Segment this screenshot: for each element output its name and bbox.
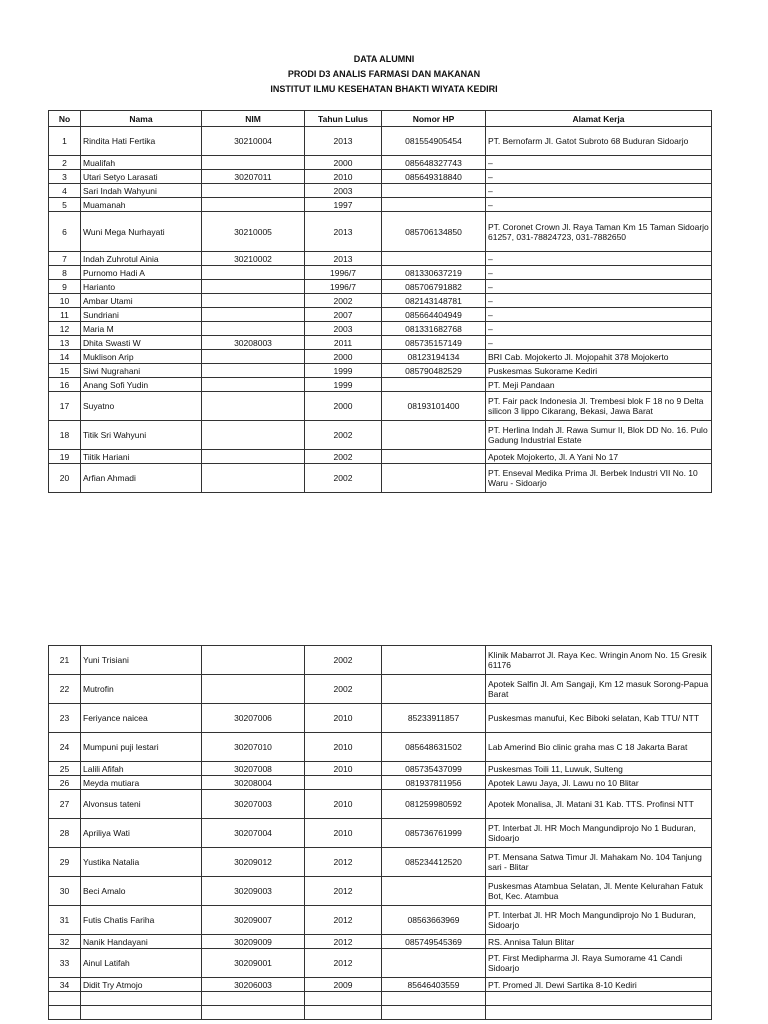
cell-nim (202, 350, 305, 364)
table-row (49, 350, 712, 364)
cell-nim: 30209009 (202, 935, 305, 949)
cell-no: 11 (49, 308, 81, 322)
cell-hp (382, 675, 486, 704)
cell-nama: Titik Sri Wahyuni (81, 421, 202, 450)
cell-nama: Futis Chatis Fariha (81, 906, 202, 935)
table-header-row (49, 111, 712, 127)
cell-nim (202, 421, 305, 450)
table-row (49, 156, 712, 170)
cell-nim: 30209001 (202, 949, 305, 978)
cell-nim: 30207010 (202, 733, 305, 762)
cell-nama: Maria M (81, 322, 202, 336)
cell-hp: 85233911857 (382, 704, 486, 733)
cell-nama: Utari Setyo Larasati (81, 170, 202, 184)
cell-nama: Beci Amalo (81, 877, 202, 906)
cell-hp (382, 646, 486, 675)
cell-nama: Meyda mutiara (81, 776, 202, 790)
cell-alamat: Puskesmas Atambua Selatan, Jl. Mente Kelurahan Fatuk Bot, Kec. Atambua (486, 877, 712, 906)
cell-alamat: – (486, 294, 712, 308)
table-row (49, 704, 712, 733)
table-row (49, 127, 712, 156)
table-row (49, 935, 712, 949)
cell-alamat: – (486, 266, 712, 280)
table-row (49, 776, 712, 790)
cell-alamat: PT. Enseval Medika Prima Jl. Berbek Industri VII No. 10 Waru - Sidoarjo (486, 464, 712, 493)
table-row (49, 184, 712, 198)
cell-nama: Ainul Latifah (81, 949, 202, 978)
table-row (49, 212, 712, 252)
cell-hp: 085706791882 (382, 280, 486, 294)
cell-nama: Muklison Arip (81, 350, 202, 364)
cell-no: 22 (49, 675, 81, 704)
cell-alamat (486, 1006, 712, 1020)
cell-alamat: – (486, 184, 712, 198)
cell-no: 26 (49, 776, 81, 790)
cell-no: 19 (49, 450, 81, 464)
cell-nim (202, 322, 305, 336)
cell-hp: 085790482529 (382, 364, 486, 378)
cell-nim (202, 364, 305, 378)
cell-no: 9 (49, 280, 81, 294)
cell-no: 33 (49, 949, 81, 978)
doc-subtitle-institute: INSTITUT ILMU KESEHATAN BHAKTI WIYATA KEDIRI (270, 84, 498, 94)
cell-nim (202, 198, 305, 212)
table-row (49, 322, 712, 336)
cell-alamat: PT. Interbat Jl. HR Moch Mangundiprojo No 1 Buduran, Sidoarjo (486, 906, 712, 935)
cell-tahun: 2010 (305, 733, 382, 762)
cell-hp (382, 450, 486, 464)
cell-no: 27 (49, 790, 81, 819)
cell-hp: 085749545369 (382, 935, 486, 949)
cell-hp (382, 421, 486, 450)
cell-hp: 085706134850 (382, 212, 486, 252)
cell-nama: Ambar Utami (81, 294, 202, 308)
cell-hp: 08563663969 (382, 906, 486, 935)
cell-nama: Yustika Natalia (81, 848, 202, 877)
table-row (49, 790, 712, 819)
alumni-table-page-2 (48, 645, 712, 1020)
cell-tahun: 2012 (305, 906, 382, 935)
cell-nim: 30209003 (202, 877, 305, 906)
cell-alamat: PT. Mensana Satwa Timur Jl. Mahakam No. 104 Tanjung sari - Blitar (486, 848, 712, 877)
table-row (49, 198, 712, 212)
cell-tahun: 1999 (305, 378, 382, 392)
cell-nama: Indah Zuhrotul Ainia (81, 252, 202, 266)
cell-nama: Alvonsus tateni (81, 790, 202, 819)
cell-tahun: 2012 (305, 877, 382, 906)
cell-tahun: 2013 (305, 252, 382, 266)
table-row (49, 252, 712, 266)
cell-tahun: 2012 (305, 949, 382, 978)
cell-no: 3 (49, 170, 81, 184)
cell-nim (202, 378, 305, 392)
cell-alamat: Puskesmas Toili 11, Luwuk, Sulteng (486, 762, 712, 776)
cell-hp: 085648631502 (382, 733, 486, 762)
cell-nama: Sari Indah Wahyuni (81, 184, 202, 198)
cell-no: 29 (49, 848, 81, 877)
table-row (49, 1006, 712, 1020)
cell-tahun: 2002 (305, 450, 382, 464)
cell-nim: 30209012 (202, 848, 305, 877)
cell-nama: Nanik Handayani (81, 935, 202, 949)
table-row (49, 646, 712, 675)
cell-hp: 081259980592 (382, 790, 486, 819)
cell-nama: Mualifah (81, 156, 202, 170)
cell-tahun: 2010 (305, 762, 382, 776)
cell-no: 10 (49, 294, 81, 308)
cell-tahun: 1997 (305, 198, 382, 212)
cell-no: 16 (49, 378, 81, 392)
doc-subtitle-program: PRODI D3 ANALIS FARMASI DAN MAKANAN (287, 69, 481, 79)
cell-nim (202, 675, 305, 704)
cell-alamat: – (486, 170, 712, 184)
cell-tahun: 2007 (305, 308, 382, 322)
cell-no: 14 (49, 350, 81, 364)
cell-tahun: 2000 (305, 350, 382, 364)
cell-hp (382, 378, 486, 392)
cell-hp: 085735437099 (382, 762, 486, 776)
cell-nama: Yuni Trisiani (81, 646, 202, 675)
table-row (49, 364, 712, 378)
table-row (49, 294, 712, 308)
cell-no: 23 (49, 704, 81, 733)
cell-tahun: 2002 (305, 464, 382, 493)
cell-no (49, 1006, 81, 1020)
cell-no: 5 (49, 198, 81, 212)
cell-nama: Apriliya Wati (81, 819, 202, 848)
table-row (49, 877, 712, 906)
cell-alamat: – (486, 322, 712, 336)
cell-tahun: 2010 (305, 819, 382, 848)
cell-hp (382, 949, 486, 978)
cell-tahun (305, 992, 382, 1006)
table-row (49, 378, 712, 392)
table-row (49, 819, 712, 848)
cell-hp: 085648327743 (382, 156, 486, 170)
cell-no: 8 (49, 266, 81, 280)
cell-alamat: – (486, 156, 712, 170)
cell-no: 28 (49, 819, 81, 848)
cell-no: 31 (49, 906, 81, 935)
table-row (49, 992, 712, 1006)
cell-no: 4 (49, 184, 81, 198)
cell-nama: Purnomo Hadi A (81, 266, 202, 280)
cell-tahun: 2010 (305, 790, 382, 819)
cell-nim: 30207003 (202, 790, 305, 819)
cell-hp: 081331682768 (382, 322, 486, 336)
cell-alamat (486, 992, 712, 1006)
cell-nim: 30210002 (202, 252, 305, 266)
doc-title: DATA ALUMNI (353, 54, 415, 64)
cell-hp: 085664404949 (382, 308, 486, 322)
cell-alamat: – (486, 198, 712, 212)
cell-nama: Mutrofin (81, 675, 202, 704)
cell-alamat: Apotek Lawu Jaya, Jl. Lawu no 10 Blitar (486, 776, 712, 790)
cell-nim (202, 308, 305, 322)
cell-no: 13 (49, 336, 81, 350)
col-header-nim: NIM (202, 111, 305, 127)
cell-hp: 085234412520 (382, 848, 486, 877)
cell-nim: 30210004 (202, 127, 305, 156)
cell-nim: 30209007 (202, 906, 305, 935)
cell-hp: 085649318840 (382, 170, 486, 184)
cell-nim (202, 294, 305, 308)
table-row (49, 280, 712, 294)
cell-no: 34 (49, 978, 81, 992)
cell-no: 24 (49, 733, 81, 762)
cell-alamat: Puskesmas Sukorame Kediri (486, 364, 712, 378)
cell-alamat: Lab Amerind Bio clinic graha mas C 18 Jakarta Barat (486, 733, 712, 762)
table-row (49, 949, 712, 978)
cell-tahun: 2000 (305, 156, 382, 170)
alumni-table-page-1 (48, 110, 712, 493)
cell-nama: Arfian Ahmadi (81, 464, 202, 493)
cell-alamat: Apotek Salfin Jl. Am Sangaji, Km 12 masuk Sorong-Papua Barat (486, 675, 712, 704)
cell-no: 18 (49, 421, 81, 450)
cell-nama: Feriyance naicea (81, 704, 202, 733)
cell-alamat: PT. First Medipharma Jl. Raya Sumorame 41 Candi Sidoarjo (486, 949, 712, 978)
cell-tahun: 2012 (305, 848, 382, 877)
cell-alamat: – (486, 336, 712, 350)
cell-alamat: PT. Herlina Indah Jl. Rawa Sumur II, Blok DD No. 16. Pulo Gadung Industrial Estate (486, 421, 712, 450)
cell-nama: Sundriani (81, 308, 202, 322)
cell-hp (382, 464, 486, 493)
cell-tahun (305, 1006, 382, 1020)
cell-nim (202, 280, 305, 294)
cell-tahun: 1996/7 (305, 280, 382, 294)
cell-alamat: PT. Meji Pandaan (486, 378, 712, 392)
cell-tahun: 2002 (305, 294, 382, 308)
table-body-page-1 (49, 127, 712, 493)
cell-nim: 30207006 (202, 704, 305, 733)
cell-hp: 085736761999 (382, 819, 486, 848)
table-row (49, 450, 712, 464)
cell-alamat: RS. Annisa Talun Blitar (486, 935, 712, 949)
cell-nim (202, 266, 305, 280)
cell-hp: 085735157149 (382, 336, 486, 350)
cell-alamat: – (486, 308, 712, 322)
cell-nim: 30208004 (202, 776, 305, 790)
cell-nim (202, 392, 305, 421)
cell-tahun: 2011 (305, 336, 382, 350)
cell-hp (382, 252, 486, 266)
cell-no: 12 (49, 322, 81, 336)
cell-nim (202, 646, 305, 675)
cell-tahun: 2002 (305, 675, 382, 704)
table-row (49, 421, 712, 450)
table-row (49, 266, 712, 280)
cell-alamat: PT. Interbat Jl. HR Moch Mangundiprojo No 1 Buduran, Sidoarjo (486, 819, 712, 848)
cell-alamat: PT. Coronet Crown Jl. Raya Taman Km 15 Taman Sidoarjo 61257, 031-78824723, 031-7882650 (486, 212, 712, 252)
document-header (0, 52, 768, 97)
cell-nama: Mumpuni puji lestari (81, 733, 202, 762)
cell-no: 21 (49, 646, 81, 675)
cell-nim: 30207004 (202, 819, 305, 848)
table-body-page-2 (49, 646, 712, 1020)
table-row (49, 308, 712, 322)
cell-nim (202, 184, 305, 198)
cell-no: 7 (49, 252, 81, 266)
cell-nama: Harianto (81, 280, 202, 294)
cell-hp: 08193101400 (382, 392, 486, 421)
cell-nim: 30206003 (202, 978, 305, 992)
cell-hp: 081937811956 (382, 776, 486, 790)
cell-alamat: PT. Bernofarm Jl. Gatot Subroto 68 Buduran Sidoarjo (486, 127, 712, 156)
cell-nama: Muamanah (81, 198, 202, 212)
cell-nim: 30207011 (202, 170, 305, 184)
cell-alamat: Apotek Monalisa, Jl. Matani 31 Kab. TTS. Profinsi NTT (486, 790, 712, 819)
col-header-tahun-lulus: Tahun Lulus (305, 111, 382, 127)
cell-nama: Wuni Mega Nurhayati (81, 212, 202, 252)
cell-nama: Tiitik Hariani (81, 450, 202, 464)
cell-no: 2 (49, 156, 81, 170)
cell-no: 17 (49, 392, 81, 421)
cell-tahun: 2000 (305, 392, 382, 421)
cell-tahun: 2003 (305, 184, 382, 198)
cell-alamat: Klinik Mabarrot Jl. Raya Kec. Wringin Anom No. 15 Gresik 61176 (486, 646, 712, 675)
cell-hp: 082143148781 (382, 294, 486, 308)
cell-alamat: PT. Fair pack Indonesia Jl. Trembesi blok F 18 no 9 Delta silicon 3 lippo Cikarang, Bekasi, Jawa Barat (486, 392, 712, 421)
cell-hp (382, 1006, 486, 1020)
cell-no: 6 (49, 212, 81, 252)
table-row (49, 733, 712, 762)
cell-tahun: 2013 (305, 212, 382, 252)
cell-hp: 08123194134 (382, 350, 486, 364)
cell-tahun: 1996/7 (305, 266, 382, 280)
cell-hp (382, 992, 486, 1006)
cell-alamat: – (486, 252, 712, 266)
cell-tahun: 2002 (305, 646, 382, 675)
cell-nim: 30207008 (202, 762, 305, 776)
cell-hp: 081330637219 (382, 266, 486, 280)
cell-nama: Didit Try Atmojo (81, 978, 202, 992)
cell-no: 1 (49, 127, 81, 156)
table-row (49, 978, 712, 992)
cell-hp (382, 877, 486, 906)
cell-alamat: – (486, 280, 712, 294)
cell-nim: 30210005 (202, 212, 305, 252)
cell-no: 20 (49, 464, 81, 493)
cell-nama: Lalili Afifah (81, 762, 202, 776)
cell-nama: Anang Sofi Yudin (81, 378, 202, 392)
cell-alamat: Puskesmas manufui, Kec Biboki selatan, Kab TTU/ NTT (486, 704, 712, 733)
table-row (49, 906, 712, 935)
cell-tahun: 2012 (305, 935, 382, 949)
cell-nim (202, 992, 305, 1006)
cell-tahun: 2013 (305, 127, 382, 156)
table-row (49, 170, 712, 184)
cell-nim: 30208003 (202, 336, 305, 350)
cell-alamat: Apotek Mojokerto, Jl. A Yani No 17 (486, 450, 712, 464)
col-header-alamat-kerja: Alamat Kerja (486, 111, 712, 127)
table-row (49, 762, 712, 776)
cell-hp: 85646403559 (382, 978, 486, 992)
cell-nim (202, 464, 305, 493)
col-header-nama: Nama (81, 111, 202, 127)
cell-no (49, 992, 81, 1006)
cell-tahun: 2003 (305, 322, 382, 336)
cell-hp (382, 184, 486, 198)
cell-no: 32 (49, 935, 81, 949)
cell-nama: Rindita Hati Fertika (81, 127, 202, 156)
cell-tahun: 2010 (305, 170, 382, 184)
cell-hp: 081554905454 (382, 127, 486, 156)
table-row (49, 464, 712, 493)
cell-nama (81, 1006, 202, 1020)
cell-nama (81, 992, 202, 1006)
cell-alamat: BRI Cab. Mojokerto Jl. Mojopahit 378 Mojokerto (486, 350, 712, 364)
cell-tahun (305, 776, 382, 790)
cell-tahun: 2009 (305, 978, 382, 992)
cell-no: 30 (49, 877, 81, 906)
col-header-no: No (49, 111, 81, 127)
cell-nim (202, 450, 305, 464)
table-row (49, 848, 712, 877)
cell-nim (202, 156, 305, 170)
table-row (49, 675, 712, 704)
col-header-nomor-hp: Nomor HP (382, 111, 486, 127)
cell-hp (382, 198, 486, 212)
cell-nama: Suyatno (81, 392, 202, 421)
cell-tahun: 2010 (305, 704, 382, 733)
cell-tahun: 1999 (305, 364, 382, 378)
cell-alamat: PT. Promed Jl. Dewi Sartika 8-10 Kediri (486, 978, 712, 992)
cell-no: 25 (49, 762, 81, 776)
cell-nama: Siwi Nugrahani (81, 364, 202, 378)
table-row (49, 392, 712, 421)
cell-nim (202, 1006, 305, 1020)
table-row (49, 336, 712, 350)
cell-tahun: 2002 (305, 421, 382, 450)
cell-nama: Dhita Swasti W (81, 336, 202, 350)
cell-no: 15 (49, 364, 81, 378)
